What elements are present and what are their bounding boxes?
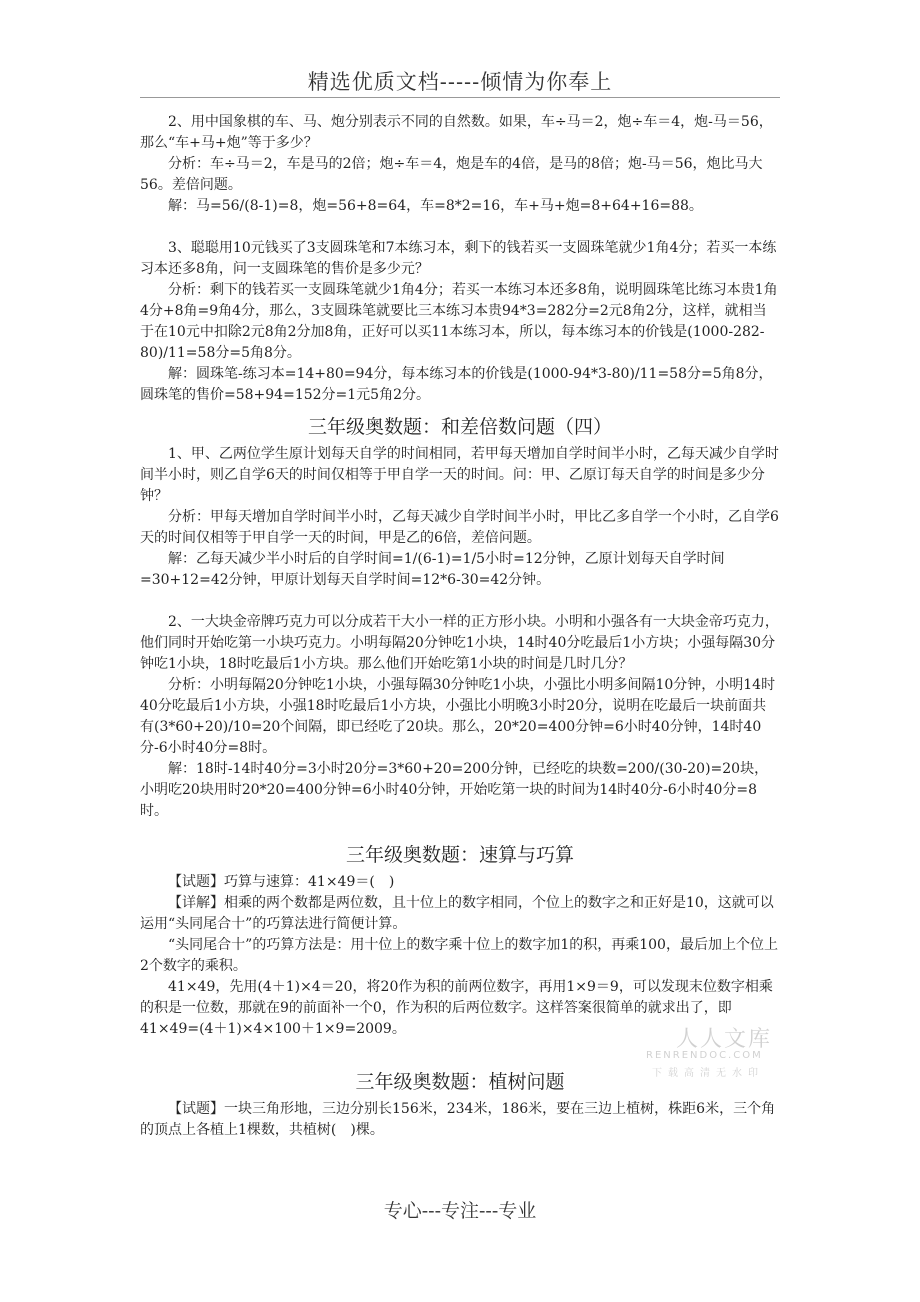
solution-text: 解：18时-14时40分=3小时20分=3*60+20=200分钟，已经吃的块数=200/(30-20)=20块，小明吃20块用时20*20=400分钟=6小时40分钟，开始吃第一块的时间为14时40分-6小时40分=8时。 xyxy=(140,761,769,819)
spacer xyxy=(140,591,780,612)
analysis-text: 分析：小明每隔20分钟吃1小块，小强每隔30分钟吃1小块，小强比小明多间隔10分钟，小明14时40分吃最后1小方块，小强18时吃最后1小方块，小强比小明晚3小时20分，说明在吃最后一块前面共有(3*60+20)/10=20个间隔，即已经吃了20块。那么，20*20=400分钟=6小时40分钟，14时40分-6小时40分=8时。 xyxy=(140,677,776,756)
spacer xyxy=(140,217,780,238)
question-text: 3、聪聪用10元钱买了3支圆珠笔和7本练习本，剩下的钱若买一支圆珠笔就少1角4分；若买一本练习本还多8角，问一支圆珠笔的售价是多少元？ xyxy=(140,240,777,277)
document-body xyxy=(140,112,780,1141)
explanation-paragraph xyxy=(140,893,780,935)
analysis-text: 分析：剩下的钱若买一支圆珠笔就少1角4分；若买一本练习本还多8角，说明圆珠笔比练习本贵1角4分+8角=9角4分，那么，3支圆珠笔就要比三本练习本贵94*3=282分=2元8角2分，这样，就相当于在10元中扣除2元8角2分加8角，正好可以买11本练习本，所以，每本练习本的价钱是(1000-282-80)/11=58分=5角8分。 xyxy=(140,282,778,361)
analysis-text: 分析：车÷马＝2，车是马的2倍；炮÷车＝4，炮是车的4倍，是马的8倍；炮-马＝56，炮比马大56。差倍问题。 xyxy=(140,156,763,193)
question-tag: 【试题】 xyxy=(168,1101,224,1117)
solution-text: 解：马=56/(8-1)=8，炮=56+8=64，车=8*2=16，车+马+炮=8+64+16=88。 xyxy=(168,198,703,214)
method-text: “头同尾合十”的巧算方法是：用十位上的数字乘十位上的数字加1的积，再乘100，最后加上个位上2个数字的乘积。 xyxy=(140,937,778,974)
watermark xyxy=(640,1022,790,1082)
page-footer: 专心---专注---专业 xyxy=(383,1200,537,1222)
section-title: 三年级奥数题：速算与巧算 xyxy=(345,844,574,866)
question-tag: 【试题】 xyxy=(168,874,224,890)
explanation-tag: 【详解】 xyxy=(168,895,224,911)
question-text: 一块三角形地，三边分别长156米，234米，186米，要在三边上植树，株距6米，三个角的顶点上各植上1棵数，共植树( )棵。 xyxy=(140,1101,776,1138)
solution-text: 解：圆珠笔-练习本=14+80=94分，每本练习本的价钱是(1000-94*3-80)/11=58分=5角8分，圆珠笔的售价=58+94=152分=1元5角2分。 xyxy=(140,366,773,403)
question-text: 2、一大块金帝牌巧克力可以分成若干大小一样的正方形小块。小明和小强各有一大块金帝巧克力，他们同时开始吃第一小块巧克力。小明每隔20分钟吃1小块，14时40分吃最后1小方块；小强每隔30分钟吃1小块，18时吃最后1小方块。那么他们开始吃第1小块的时间是几时几分？ xyxy=(140,614,779,672)
question-text: 2、用中国象棋的车、马、炮分别表示不同的自然数。如果，车÷马＝2，炮÷车＝4，炮-马＝56，那么“车+马+炮”等于多少？ xyxy=(140,114,773,151)
question-paragraph xyxy=(140,872,780,893)
question-paragraph xyxy=(140,1099,780,1141)
page-header: 精选优质文档-----倾情为你奉上 xyxy=(307,70,613,94)
section-title: 三年级奥数题：和差倍数问题（四） xyxy=(307,416,612,438)
solution-text: 解：乙每天减少半小时后的自学时间=1/(6-1)=1/5小时=12分钟，乙原计划每天自学时间=30+12=42分钟，甲原计划每天自学时间=12*6-30=42分钟。 xyxy=(140,551,725,588)
worked-example-text: 41×49，先用(4＋1)×4＝20，将20作为积的前两位数字，再用1×9＝9，可以发现末位数字相乘的积是一位数，那就在9的前面补一个0，作为积的后两位数字。这样答案很简单的就求出了，即41×49=(4＋1)×4×100＋1×9=2009。 xyxy=(140,979,773,1037)
watermark-url: RENRENDOC.COM xyxy=(646,1050,763,1061)
spacer xyxy=(140,822,780,834)
analysis-text: 分析：甲每天增加自学时间半小时，乙每天减少自学时间半小时，甲比乙多自学一个小时，乙自学6天的时间仅相等于甲自学一天的时间，甲是乙的6倍，差倍问题。 xyxy=(140,509,779,546)
header-divider xyxy=(140,97,780,98)
question-text: 巧算与速算：41×49＝( ) xyxy=(224,874,395,890)
watermark-logo: 人人文库 xyxy=(676,1027,773,1052)
question-text: 1、甲、乙两位学生原计划每天自学的时间相同，若甲每天增加自学时间半小时，乙每天减少自学时间半小时，则乙自学6天的时间仅相等于甲自学一天的时间。问：甲、乙原订每天自学的时间是多少分钟？ xyxy=(140,446,779,504)
section-title: 三年级奥数题：植树问题 xyxy=(355,1071,565,1093)
explanation-text: 相乘的两个数都是两位数，且十位上的数字相同，个位上的数字之和正好是10，这就可以运用“头同尾合十”的巧算法进行简便计算。 xyxy=(140,895,774,932)
watermark-subtitle: 下载高清无水印 xyxy=(652,1068,764,1079)
